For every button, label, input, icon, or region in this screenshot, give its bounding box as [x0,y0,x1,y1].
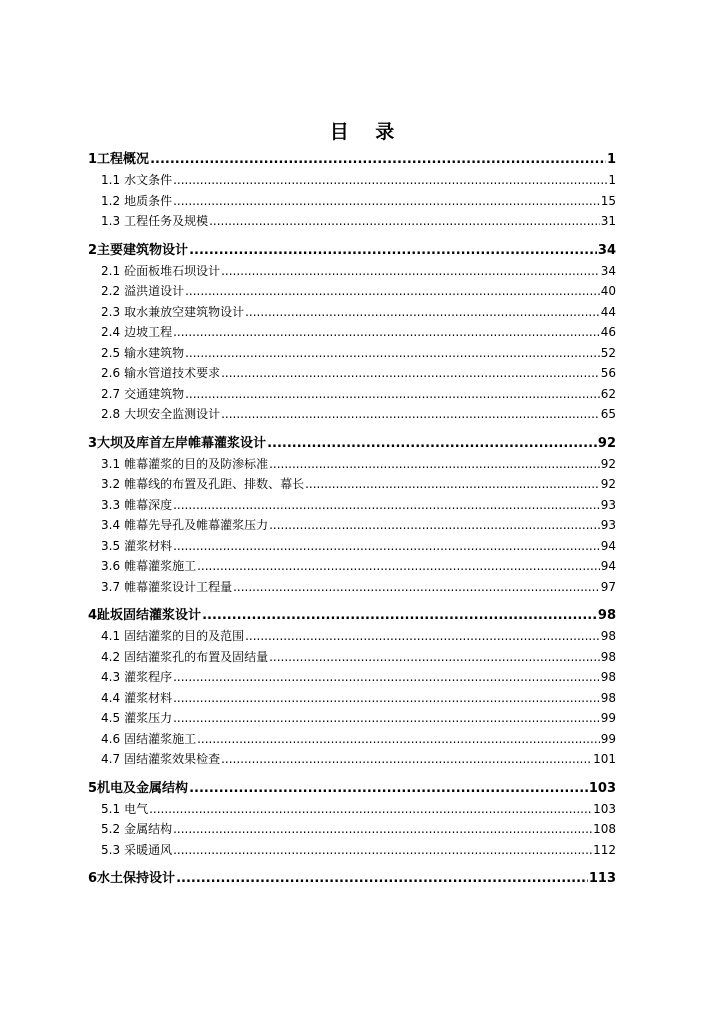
dot-leader [233,580,600,594]
toc-section-entry[interactable] [88,516,616,537]
page-number: 101 [593,752,616,766]
dot-leader [221,366,600,380]
section-title: 固结灌浆效果检查 [124,752,221,766]
chapter-number: 5 [88,780,98,796]
toc-section-entry[interactable] [88,262,616,283]
toc-section-entry[interactable] [88,282,616,303]
page-number: 98 [600,629,616,643]
page-number: 92 [597,435,616,451]
dot-leader [269,457,600,471]
dot-leader [173,822,592,836]
section-title: 边坡工程 [124,325,173,339]
section-title: 交通建筑物 [124,386,185,401]
page-number: 92 [600,456,616,471]
dot-leader [173,670,600,684]
dot-leader [269,650,600,664]
section-title: 金属结构 [124,822,173,836]
page-number: 52 [600,345,616,360]
section-number: 5.2 [101,822,121,836]
page-number: 1 [608,173,616,187]
toc-section-entry[interactable] [88,689,616,710]
section-number: 5.1 [101,801,121,816]
page-number: 34 [597,242,616,258]
dot-leader [150,152,606,167]
section-title: 工程任务及规模 [124,214,209,228]
section-title: 输水管道技术要求 [124,366,221,380]
section-number: 3.5 [101,538,121,553]
dot-leader [197,732,600,746]
page-number: 93 [600,518,616,532]
page-number: 99 [600,731,616,746]
chapter-title: 主要建筑物设计 [97,242,189,258]
section-number: 2.6 [101,366,121,380]
dot-leader [173,325,600,339]
page-number: 99 [600,711,616,725]
page-number: 92 [600,477,616,491]
section-title: 帷幕灌浆设计工程量 [124,579,233,594]
page-title: 目 录 [329,121,405,143]
dot-leader [173,711,600,725]
toc-section-entry[interactable] [88,750,616,771]
page-number: 46 [600,325,616,339]
dot-leader [149,802,592,816]
section-title: 砼面板堆石坝设计 [124,263,221,278]
toc-section-entry[interactable] [88,192,616,213]
section-title: 灌浆材料 [124,538,173,553]
page-number: 62 [600,386,616,401]
section-number: 4.7 [101,752,121,766]
dot-leader [189,243,597,258]
toc-section-entry[interactable] [88,627,616,648]
section-title: 固结灌浆孔的布置及固结量 [124,649,269,664]
toc-section-entry[interactable] [88,364,616,385]
toc-chapter-entry[interactable] [88,604,616,624]
page-number: 98 [600,690,616,705]
section-number: 3.7 [101,579,121,594]
section-number: 1.2 [101,193,121,208]
section-title: 帷幕灌浆施工 [124,559,197,573]
section-number: 4.3 [101,670,121,684]
section-title: 帷幕先导孔及帷幕灌浆压力 [124,518,269,532]
toc-section-entry[interactable] [88,537,616,558]
section-title: 溢洪道设计 [124,284,185,298]
dot-leader [269,518,600,532]
toc-section-entry[interactable] [88,385,616,406]
chapter-number: 3 [88,435,98,451]
toc-section-entry[interactable] [88,841,616,862]
section-title: 电气 [124,801,149,816]
section-title: 帷幕灌浆的目的及防渗标准 [124,456,269,471]
section-number: 3.6 [101,559,121,573]
dot-leader [245,305,600,319]
page-number: 1 [606,152,616,167]
section-number: 2.7 [101,386,121,401]
section-title: 帷幕线的布置及孔距、排数、幕长 [124,477,305,491]
page-number: 98 [600,670,616,684]
page-number: 103 [593,801,616,816]
page-number: 15 [600,193,616,208]
section-title: 帷幕深度 [124,497,173,512]
section-number: 2.3 [101,304,121,319]
dot-leader [221,264,600,278]
toc-section-entry[interactable] [88,171,616,192]
dot-leader [185,387,600,401]
section-number: 1.1 [101,173,121,187]
page-number: 98 [597,608,616,623]
page-number: 34 [600,263,616,278]
dot-leader [305,477,600,491]
page-number: 94 [600,538,616,553]
toc-chapter-entry[interactable] [88,432,616,452]
page-number: 112 [593,842,616,857]
section-title: 取水兼放空建筑物设计 [124,304,245,319]
page-number: 65 [600,407,616,421]
section-number: 2.8 [101,407,121,421]
toc-section-entry[interactable] [88,455,616,476]
chapter-title: 水土保持设计 [97,871,176,886]
section-title: 水文条件 [124,173,173,187]
toc-section-entry[interactable] [88,730,616,751]
page-number: 97 [600,579,616,594]
section-title: 固结灌浆施工 [124,731,197,746]
section-number: 3.3 [101,497,121,512]
page-number: 56 [600,366,616,380]
section-number: 4.1 [101,629,121,643]
section-title: 输水建筑物 [124,345,185,360]
dot-leader [173,498,600,512]
section-title: 采暖通风 [124,842,173,857]
section-title: 地质条件 [124,193,173,208]
toc-section-entry[interactable] [88,648,616,669]
page-number: 113 [588,871,616,886]
section-number: 3.4 [101,518,121,532]
toc-section-entry[interactable] [88,344,616,365]
toc-section-entry[interactable] [88,820,616,841]
dot-leader [173,539,600,553]
section-number: 4.4 [101,690,121,705]
toc-chapter-entry[interactable] [88,239,616,259]
toc-section-entry[interactable] [88,212,616,233]
toc-section-entry[interactable] [88,578,616,599]
toc-chapter-entry[interactable] [88,148,616,168]
dot-leader [221,407,600,421]
section-title: 灌浆材料 [124,690,173,705]
section-number: 3.1 [101,456,121,471]
page-number: 108 [593,822,616,836]
toc-chapter-entry[interactable] [88,867,616,887]
chapter-number: 1 [88,152,98,167]
section-number: 2.1 [101,263,121,278]
dot-leader [173,194,600,208]
chapter-title: 大坝及库首左岸帷幕灌浆设计 [97,435,267,451]
dot-leader [197,559,600,573]
section-number: 2.4 [101,325,121,339]
chapter-title: 机电及金属结构 [97,780,189,796]
toc-section-entry[interactable] [88,557,616,578]
page-number: 94 [600,559,616,573]
section-number: 5.3 [101,842,121,857]
dot-leader [267,436,597,451]
dot-leader [173,843,592,857]
toc-section-entry[interactable] [88,323,616,344]
section-number: 4.2 [101,649,121,664]
section-number: 1.3 [101,214,121,228]
chapter-number: 2 [88,242,98,258]
toc-section-entry[interactable] [88,496,616,517]
page-number: 93 [600,497,616,512]
toc-section-entry[interactable] [88,668,616,689]
page-number: 103 [588,780,616,796]
page-number: 98 [600,649,616,664]
toc-chapter-entry[interactable] [88,777,616,797]
toc-section-entry[interactable] [88,405,616,426]
dot-leader [202,608,597,623]
dot-leader [176,871,588,886]
section-number: 2.2 [101,284,121,298]
table-of-contents [88,148,616,887]
chapter-title: 工程概况 [97,152,150,167]
chapter-title: 趾坂固结灌浆设计 [97,608,202,623]
section-title: 灌浆压力 [124,711,173,725]
page-number: 40 [600,284,616,298]
dot-leader [185,346,600,360]
chapter-number: 4 [88,608,98,623]
dot-leader [209,214,600,228]
dot-leader [221,752,592,766]
section-number: 4.5 [101,711,121,725]
dot-leader [189,781,588,796]
section-number: 2.5 [101,345,121,360]
page-number: 44 [600,304,616,319]
toc-section-entry[interactable] [88,709,616,730]
section-number: 4.6 [101,731,121,746]
dot-leader [245,629,600,643]
toc-section-entry[interactable] [88,475,616,496]
page-number: 31 [600,214,616,228]
chapter-number: 6 [88,871,98,886]
toc-section-entry[interactable] [88,800,616,821]
section-title: 大坝安全监测设计 [124,407,221,421]
section-title: 灌浆程序 [124,670,173,684]
dot-leader [185,284,600,298]
dot-leader [173,691,600,705]
toc-section-entry[interactable] [88,303,616,324]
dot-leader [173,173,607,187]
section-number: 3.2 [101,477,121,491]
section-title: 固结灌浆的目的及范围 [124,629,245,643]
